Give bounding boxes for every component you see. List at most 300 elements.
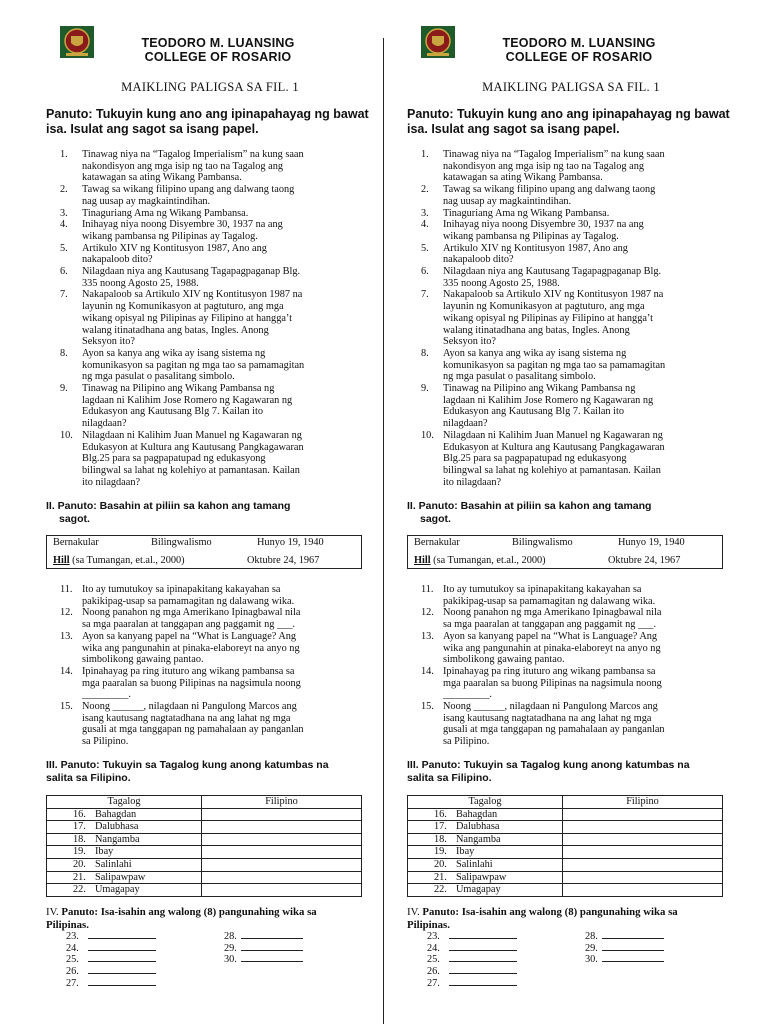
row-number: 16.	[73, 808, 86, 820]
question-number: 5.	[60, 242, 68, 254]
question-item	[401, 289, 741, 348]
question-text-line: layunin ng Komunikasyon at pagtuturo, ang mga	[82, 301, 284, 313]
blank-row	[46, 952, 376, 964]
tagalog-word: Nangamba	[95, 833, 140, 845]
blank-number: 27.	[66, 977, 79, 989]
question-item	[40, 184, 380, 207]
question-text-line: nag uusap ay magkaintindihan.	[443, 195, 572, 207]
question-text-line: Tinaguriang Ama ng Wikang Pambansa.	[82, 207, 249, 219]
answer-blank[interactable]	[88, 976, 156, 986]
blank-row	[46, 941, 376, 953]
part1-question-list	[401, 149, 741, 488]
part2-instruction-line2: sagot.	[420, 512, 451, 525]
tagalog-cell	[47, 833, 202, 846]
part3-instruction-line2: salita sa Filipino.	[46, 771, 131, 784]
answer-blank[interactable]	[602, 952, 664, 962]
choice-bernakular: Bernakular	[414, 537, 460, 548]
row-number: 17.	[434, 821, 447, 833]
filipino-answer-cell[interactable]	[202, 871, 362, 884]
blank-number: 24.	[66, 942, 79, 954]
answer-blank[interactable]	[88, 929, 156, 939]
table-row	[408, 833, 723, 846]
question-item	[40, 289, 380, 348]
choice-bilingwalismo: Bilingwalismo	[151, 537, 212, 548]
question-text-line: Inihayag niya noong Disyembre 30, 1937 na ang	[443, 219, 644, 231]
answer-blank[interactable]	[449, 976, 517, 986]
question-number: 12.	[421, 607, 434, 619]
question-item	[40, 219, 380, 242]
question-text-line: wikang pambansa ng Pilipinas ay Tagalog.	[82, 230, 258, 242]
part1-question-list	[40, 149, 380, 488]
blank-row	[407, 941, 737, 953]
choice-oktubre-1967: Oktubre 24, 1967	[608, 555, 681, 566]
tagalog-word: Salipawpaw	[95, 871, 146, 883]
question-number: 2.	[60, 184, 68, 196]
tagalog-word: Ibay	[95, 846, 114, 858]
table-row	[47, 884, 362, 897]
tagalog-word: Bahagdan	[456, 808, 498, 820]
filipino-answer-cell[interactable]	[202, 821, 362, 834]
part2-instruction	[46, 500, 376, 525]
blank-number: 30.	[224, 954, 237, 966]
column-divider	[383, 38, 384, 1024]
filipino-answer-cell[interactable]	[563, 821, 723, 834]
question-text-line: Nilagdaan niya ang Kautusang Tagapagpaganap Blg.	[443, 266, 662, 278]
blank-number: 27.	[427, 977, 440, 989]
blank-number: 24.	[427, 942, 440, 954]
question-text-line: Edukasyon at Kultura ang Kautusang Pangkagawaran	[82, 441, 304, 453]
tagalog-cell	[408, 833, 563, 846]
tagalog-cell	[408, 884, 563, 897]
blank-number: 29.	[224, 942, 237, 954]
exam-title: MAIKLING PALIGSA SA FIL. 1	[121, 80, 299, 94]
question-text-line: mga paaralan sa buong Pilipinas na nagsimula noong	[82, 677, 301, 689]
part2-instruction-line1: II. Panuto: Basahin at piliin sa kahon ang tamang	[407, 500, 652, 512]
question-text-line: katawagan sa ating Wikang Pambansa.	[82, 172, 242, 184]
question-text-line: pakikipag-usap sa pamamagitan ng dalawang wika.	[82, 595, 295, 607]
choice-hunyo-1940: Hunyo 19, 1940	[618, 537, 685, 548]
question-text-line: wikang opisyal ng Pilipinas ay Filipino at hangga’t	[443, 312, 654, 324]
row-number: 22.	[73, 884, 86, 896]
school-name-line2: COLLEGE OF ROSARIO	[144, 49, 292, 64]
question-text-line: Seksyon ito?	[82, 336, 135, 348]
question-text-line: nakondisyon ang mga isip ng tao na Tagalog ang	[443, 160, 644, 172]
answer-blank[interactable]	[88, 964, 156, 974]
question-number: 14.	[60, 665, 73, 677]
school-name	[98, 37, 338, 64]
question-item	[401, 348, 741, 383]
tagalog-cell	[47, 808, 202, 821]
question-text-line: ito nilagdaan?	[443, 476, 502, 488]
question-text-line: Edukasyon ang Kautusang Blg 7. Kailan ito	[82, 406, 264, 418]
choice-hill	[414, 555, 546, 566]
question-text-line: wika ang pangunahin at pinaka-elaboreyt na anyo ng	[443, 642, 661, 654]
blank-number: 29.	[585, 942, 598, 954]
blank-row	[46, 929, 376, 941]
question-text-line: walang itinatadhana ang batas, Ingles. Anong	[82, 324, 269, 336]
tagalog-cell	[408, 858, 563, 871]
row-number: 20.	[73, 858, 86, 870]
question-item	[40, 208, 380, 220]
blank-number: 23.	[427, 931, 440, 942]
question-item	[40, 266, 380, 289]
question-item	[401, 701, 741, 748]
question-text-line: gusali at mga tanggapan ng pamahalaan ay panganlan	[82, 724, 304, 736]
answer-blank[interactable]	[88, 952, 156, 962]
part4-instruction	[46, 906, 376, 931]
question-text-line: Tinawag na Pilipino ang Wikang Pambansa ng	[443, 383, 636, 395]
question-text-line: bilingwal sa lahat ng kolehiyo at pamantasan. Kailan	[82, 464, 300, 476]
blank-number: 26.	[66, 966, 79, 978]
tagalog-word: Umagapay	[95, 884, 140, 896]
question-number: 5.	[421, 242, 429, 254]
question-text-line: Seksyon ito?	[443, 336, 496, 348]
blank-number: 30.	[585, 954, 598, 966]
exam-title: MAIKLING PALIGSA SA FIL. 1	[482, 80, 660, 94]
question-text-line: lagdaan ni Kalihim Jose Romero ng Kagawaran ng	[443, 394, 654, 406]
choice-hill-citation: (sa Tumangan, et.al., 2000)	[430, 555, 546, 566]
answer-blank[interactable]	[449, 929, 517, 939]
question-item	[40, 584, 380, 607]
question-number: 1.	[60, 149, 68, 160]
tagalog-cell	[408, 871, 563, 884]
row-number: 19.	[73, 846, 86, 858]
question-text-line: Ipinahayag pa ring ituturo ang wikang pambansa sa	[82, 665, 295, 677]
question-number: 6.	[60, 266, 68, 278]
question-number: 11.	[60, 584, 73, 595]
question-number: 12.	[60, 607, 73, 619]
question-item	[401, 208, 741, 220]
question-text-line: ng mga pasulat o pasalitang simbolo.	[82, 371, 235, 383]
part3-instruction-line1: III. Panuto: Tukuyin sa Tagalog kung anong katumbas na	[407, 759, 690, 771]
row-number: 16.	[434, 808, 447, 820]
question-text-line: Tawag sa wikang filipino upang ang dalwang taong	[82, 184, 295, 196]
question-text-line: Blg.25 para sa pagpapatupad ng edukasyong	[443, 453, 627, 465]
question-item	[401, 149, 741, 184]
part2-question-list	[401, 584, 741, 748]
filipino-answer-cell[interactable]	[202, 846, 362, 859]
question-number: 2.	[421, 184, 429, 196]
question-text-line: Tinawag niya na “Tagalog Imperialism” na kung saan	[82, 149, 304, 160]
blank-row	[407, 976, 737, 988]
table-row	[47, 821, 362, 834]
part3-instruction	[407, 759, 737, 784]
question-text-line: wika ang pangunahin at pinaka-elaboreyt na anyo ng	[82, 642, 300, 654]
question-text-line: Ayon sa kanya ang wika ay isang sistema ng	[443, 347, 627, 359]
question-item	[401, 666, 741, 701]
question-text-line: isang kautusang nagtatadhana na ang lahat ng mga	[82, 712, 291, 724]
question-number: 8.	[421, 347, 429, 359]
question-number: 1.	[421, 149, 429, 160]
question-number: 10.	[60, 429, 73, 441]
tagalog-word: Salinlahi	[456, 858, 493, 870]
blank-row	[46, 976, 376, 988]
question-text-line: sa Pilipino.	[443, 736, 490, 748]
answer-blank[interactable]	[88, 941, 156, 951]
school-name-line1: TEODORO M. LUANSING	[141, 36, 295, 50]
tagalog-cell	[408, 821, 563, 834]
question-item	[40, 607, 380, 630]
part3-instruction-line1: III. Panuto: Tukuyin sa Tagalog kung anong katumbas na	[46, 759, 329, 771]
question-text-line: komunikasyon sa pagitan ng mga tao sa pamamagitan	[82, 359, 305, 371]
school-name	[459, 37, 699, 64]
question-text-line: Nakapaloob sa Artikulo XIV ng Kontitusyon 1987 na	[443, 289, 664, 301]
question-number: 6.	[421, 266, 429, 278]
answer-blank[interactable]	[602, 941, 664, 951]
part4-instruction-line2: Pilipinas.	[46, 918, 89, 931]
question-number: 4.	[421, 219, 429, 231]
answer-blank[interactable]	[449, 952, 517, 962]
row-number: 21.	[434, 871, 447, 883]
question-text-line: sa mga paaralan at tanggapan ang paggamit ng ___.	[82, 619, 296, 631]
blank-row	[407, 964, 737, 976]
choice-bilingwalismo: Bilingwalismo	[512, 537, 573, 548]
question-item	[40, 383, 380, 430]
translation-table	[46, 795, 362, 897]
part4-blanks	[407, 929, 737, 987]
question-text-line: nakapaloob dito?	[82, 254, 153, 266]
school-seal-icon	[60, 26, 94, 58]
choices-box	[46, 535, 362, 569]
table-row	[47, 846, 362, 859]
question-item	[40, 149, 380, 184]
filipino-answer-cell[interactable]	[563, 808, 723, 821]
question-text-line: Artikulo XIV ng Kontitusyon 1987, Ano ang	[82, 242, 267, 254]
col-header-tagalog: Tagalog	[47, 796, 202, 809]
question-item	[40, 701, 380, 748]
filipino-answer-cell[interactable]	[563, 871, 723, 884]
answer-blank[interactable]	[241, 952, 303, 962]
choice-hill-citation: (sa Tumangan, et.al., 2000)	[69, 555, 185, 566]
question-number: 3.	[60, 207, 68, 219]
question-item	[401, 584, 741, 607]
tagalog-word: Salipawpaw	[456, 871, 507, 883]
choice-hill	[53, 555, 185, 566]
blank-row	[407, 952, 737, 964]
answer-blank[interactable]	[241, 929, 303, 939]
table-row	[408, 846, 723, 859]
question-item	[401, 219, 741, 242]
question-text-line: bilingwal sa lahat ng kolehiyo at pamantasan. Kailan	[443, 464, 661, 476]
table-row	[408, 808, 723, 821]
question-number: 13.	[421, 630, 434, 642]
question-item	[40, 631, 380, 666]
question-text-line: Edukasyon at Kultura ang Kautusang Pangkagawaran	[443, 441, 665, 453]
question-text-line: sa mga paaralan at tanggapan ang paggamit ng ___.	[443, 619, 657, 631]
tagalog-cell	[47, 858, 202, 871]
question-text-line: Noong panahon ng mga Amerikano Ipinagbawal nila	[443, 607, 662, 619]
question-text-line: sa Pilipino.	[82, 736, 129, 748]
question-text-line: Blg.25 para sa pagpapatupad ng edukasyong	[82, 453, 266, 465]
tagalog-cell	[47, 884, 202, 897]
filipino-answer-cell[interactable]	[563, 833, 723, 846]
part2-instruction-line2: sagot.	[59, 512, 90, 525]
tagalog-word: Dalubhasa	[95, 821, 139, 833]
question-number: 10.	[421, 429, 434, 441]
choice-hunyo-1940: Hunyo 19, 1940	[257, 537, 324, 548]
part4-roman: IV.	[46, 906, 62, 918]
question-item	[40, 348, 380, 383]
col-header-filipino: Filipino	[563, 796, 723, 809]
part3-instruction	[46, 759, 376, 784]
part4-instruction	[407, 906, 737, 931]
question-text-line: Tinawag na Pilipino ang Wikang Pambansa ng	[82, 383, 275, 395]
question-text-line: isang kautusang nagtatadhana na ang lahat ng mga	[443, 712, 652, 724]
question-text-line: Ayon sa kanyang papel na “What is Language? Ang	[82, 630, 297, 642]
filipino-answer-cell[interactable]	[202, 884, 362, 897]
choice-hill-name: Hill	[53, 555, 70, 566]
tagalog-cell	[47, 821, 202, 834]
tagalog-cell	[408, 846, 563, 859]
translation-table	[407, 795, 723, 897]
question-number: 13.	[60, 630, 73, 642]
question-number: 14.	[421, 665, 434, 677]
question-text-line: Tinaguriang Ama ng Wikang Pambansa.	[443, 207, 610, 219]
tagalog-word: Salinlahi	[95, 858, 132, 870]
question-text-line: wikang opisyal ng Pilipinas ay Filipino at hangga’t	[82, 312, 293, 324]
school-name-line1: TEODORO M. LUANSING	[502, 36, 656, 50]
question-number: 7.	[60, 289, 68, 301]
part3-instruction-line2: salita sa Filipino.	[407, 771, 492, 784]
filipino-answer-cell[interactable]	[563, 884, 723, 897]
filipino-answer-cell[interactable]	[202, 808, 362, 821]
row-number: 18.	[434, 833, 447, 845]
question-number: 9.	[421, 383, 429, 395]
question-number: 3.	[421, 207, 429, 219]
answer-blank[interactable]	[241, 941, 303, 951]
filipino-answer-cell[interactable]	[202, 858, 362, 871]
choices-box	[407, 535, 723, 569]
blank-number: 25.	[427, 954, 440, 966]
question-item	[401, 430, 741, 489]
row-number: 18.	[73, 833, 86, 845]
blank-number: 28.	[585, 931, 598, 942]
question-text-line: nakapaloob dito?	[443, 254, 514, 266]
question-text-line: nilagdaan?	[82, 418, 127, 430]
question-number: 15.	[421, 701, 434, 713]
question-text-line: Ito ay tumutukoy sa ipinapakitang kakayahan sa	[443, 584, 642, 595]
blank-item	[66, 976, 156, 990]
row-number: 20.	[434, 858, 447, 870]
question-text-line: katawagan sa ating Wikang Pambansa.	[443, 172, 603, 184]
part4-blanks	[46, 929, 376, 987]
part1-instruction: Panuto: Tukuyin kung ano ang ipinapahayag ng bawat isa. Isulat ang sagot sa isang papel.	[46, 107, 369, 136]
blank-number: 28.	[224, 931, 237, 942]
row-number: 22.	[434, 884, 447, 896]
tagalog-word: Ibay	[456, 846, 475, 858]
table-row	[408, 884, 723, 897]
tagalog-cell	[408, 808, 563, 821]
blank-row	[46, 964, 376, 976]
part4-instruction-line1	[407, 906, 737, 919]
question-text-line: simbolikong gawaing pantao.	[443, 654, 565, 666]
question-text-line: Noong ______, nilagdaan ni Pangulong Marcos ang	[443, 701, 658, 713]
question-text-line: Ayon sa kanya ang wika ay isang sistema ng	[82, 347, 266, 359]
tagalog-cell	[47, 871, 202, 884]
answer-blank[interactable]	[602, 929, 664, 939]
row-number: 21.	[73, 871, 86, 883]
table-row	[47, 808, 362, 821]
question-text-line: 335 noong Agosto 25, 1988.	[82, 277, 199, 289]
question-text-line: walang itinatadhana ang batas, Ingles. Anong	[443, 324, 630, 336]
col-header-tagalog: Tagalog	[408, 796, 563, 809]
question-text-line: simbolikong gawaing pantao.	[82, 654, 204, 666]
question-item	[401, 631, 741, 666]
part1-instruction: Panuto: Tukuyin kung ano ang ipinapahayag ng bawat isa. Isulat ang sagot sa isang papel.	[407, 107, 730, 136]
part2-instruction	[407, 500, 737, 525]
question-number: 11.	[421, 584, 434, 595]
question-text-line: nakondisyon ang mga isip ng tao na Tagalog ang	[82, 160, 283, 172]
question-text-line: mga paaralan sa buong Pilipinas na nagsimula noong	[443, 677, 662, 689]
table-row	[47, 833, 362, 846]
tagalog-word: Nangamba	[456, 833, 501, 845]
question-text-line: Inihayag niya noong Disyembre 30, 1937 na ang	[82, 219, 283, 231]
table-row	[47, 871, 362, 884]
question-text-line: nag uusap ay magkaintindihan.	[82, 195, 211, 207]
choice-bernakular: Bernakular	[53, 537, 99, 548]
row-number: 17.	[73, 821, 86, 833]
question-number: 15.	[60, 701, 73, 713]
part4-instruction-text: Panuto: Isa-isahin ang walong (8) pangunahing wika sa	[61, 906, 317, 918]
question-text-line: gusali at mga tanggapan ng pamahalaan ay panganlan	[443, 724, 665, 736]
answer-blank[interactable]	[449, 964, 517, 974]
question-item	[401, 243, 741, 266]
table-row	[408, 871, 723, 884]
question-item	[401, 184, 741, 207]
question-text-line: Tinawag niya na “Tagalog Imperialism” na kung saan	[443, 149, 665, 160]
question-number: 4.	[60, 219, 68, 231]
question-number: 8.	[60, 347, 68, 359]
question-text-line: Noong ______, nilagdaan ni Pangulong Marcos ang	[82, 701, 297, 713]
question-text-line: _________.	[82, 689, 131, 701]
blank-item	[427, 976, 517, 990]
tagalog-word: Bahagdan	[95, 808, 137, 820]
question-item	[40, 430, 380, 489]
filipino-answer-cell[interactable]	[202, 833, 362, 846]
question-text-line: Nakapaloob sa Artikulo XIV ng Kontitusyon 1987 na	[82, 289, 303, 301]
question-text-line: Edukasyon ang Kautusang Blg 7. Kailan ito	[443, 406, 625, 418]
question-item	[40, 666, 380, 701]
question-text-line: nilagdaan?	[443, 418, 488, 430]
blank-number: 26.	[427, 966, 440, 978]
table-row	[408, 858, 723, 871]
part4-instruction-line1	[46, 906, 376, 919]
question-text-line: ito nilagdaan?	[82, 476, 141, 488]
question-item	[401, 607, 741, 630]
question-text-line: Nilagdaan ni Kalihim Juan Manuel ng Kagawaran ng	[82, 429, 302, 441]
col-header-filipino: Filipino	[202, 796, 362, 809]
question-item	[401, 266, 741, 289]
tagalog-cell	[47, 846, 202, 859]
question-number: 7.	[421, 289, 429, 301]
blank-number: 25.	[66, 954, 79, 966]
tagalog-word: Umagapay	[456, 884, 501, 896]
question-text-line: Ayon sa kanyang papel na “What is Language? Ang	[443, 630, 658, 642]
tagalog-word: Dalubhasa	[456, 821, 500, 833]
filipino-answer-cell[interactable]	[563, 858, 723, 871]
school-name-line2: COLLEGE OF ROSARIO	[505, 49, 653, 64]
question-text-line: Artikulo XIV ng Kontitusyon 1987, Ano ang	[443, 242, 628, 254]
filipino-answer-cell[interactable]	[563, 846, 723, 859]
question-text-line: Ipinahayag pa ring ituturo ang wikang pambansa sa	[443, 665, 656, 677]
part4-instruction-text: Panuto: Isa-isahin ang walong (8) pangunahing wika sa	[422, 906, 678, 918]
choice-hill-name: Hill	[414, 555, 431, 566]
blank-number: 23.	[66, 931, 79, 942]
question-text-line: lagdaan ni Kalihim Jose Romero ng Kagawaran ng	[82, 394, 293, 406]
part2-instruction-line1: II. Panuto: Basahin at piliin sa kahon ang tamang	[46, 500, 291, 512]
choice-oktubre-1967: Oktubre 24, 1967	[247, 555, 320, 566]
answer-blank[interactable]	[449, 941, 517, 951]
